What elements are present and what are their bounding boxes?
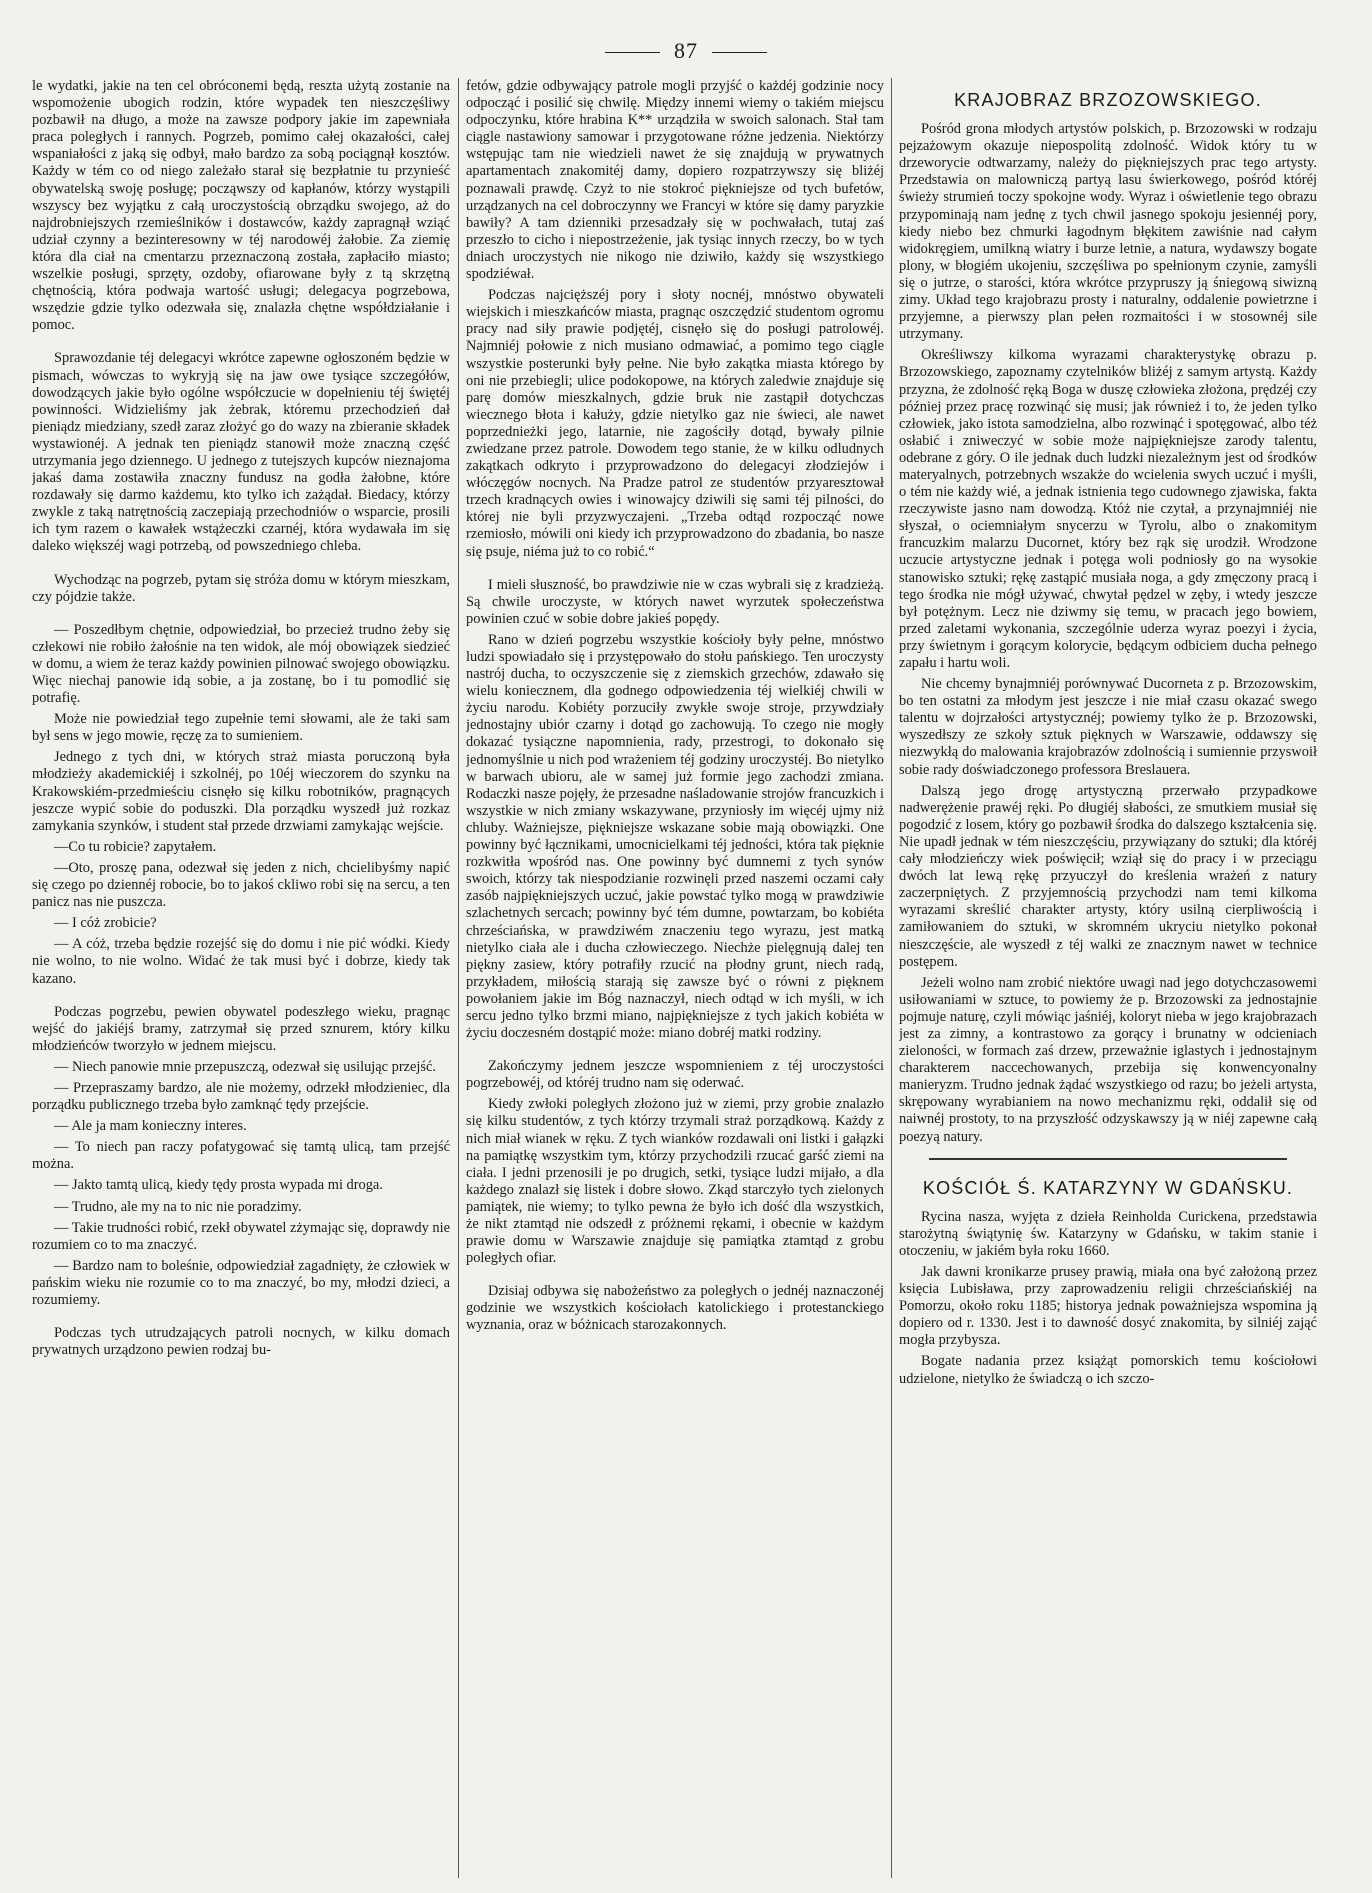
paragraph: Określiwszy kilkoma wyrazami charakterystykę obrazu p. Brzozowskiego, zapoznamy czytelników bliżéj z samym artystą. Każdy przyzna, że zdolność ręką Boga w duszę człowieka złożona, prędzéj czy później przez pracę rozwinąć się musi; jak również i to, że jeden tylko człowiek, jako istota samodzielna, albo rozwinąć i spotęgować, albo téż osłabić i zniweczyć w sobie może najpiękniejsze zarody talentu, odebrane z góry. O ile jednak duch ludzki niezależnym jest od środków materyalnych, potrzebnych wszakże do wcielenia swych uczuć i myśli, o tém nie każdy wié, a jednak istnienia tego cudownego zjawiska, fakta rzeczywiste jasno nam dowodzą. Któż nie czytał, a przynajmniéj nie słyszał, o ociemniałym snycerzu w Tyrolu, albo o znakomitym francuzkim malarzu Ducornet, który bez rąk się urodził. Wrodzone uczucie artystyczne jednak i potęga woli podniosły go na wysokie stanowisko sztuki; rękę zastąpić musiała noga, a gdy zmęczony pracą i tego środka nie mógł używać, chwytał pędzel w zęby, i wtedy jeszcze był potężnym. Lecz nie dziwmy się temu, w pracach jego bowiem, przed zaletami wykonania, szczególnie uderza wyraz poezyi i życia, przy świetnym i gorącym kolorycie, będącym odbiciem ducha pełnego zapału i hartu woli. <box>899 347 1317 671</box>
rule-left <box>605 52 660 53</box>
paragraph: Rano w dzień pogrzebu wszystkie kościoły były pełne, mnóstwo ludzi spowiadało się i przystępowało do stołu pańskiego. Ten uroczysty nastrój ducha, to oczyszczenie się z ziemskich grzechów, zdawało się wielu koniecznem, dla godnego odpowiedzenia téj wielkiéj chwili w życiu narodu. Kobiéty porzuciły zwykłe swoje stroje, przywdziały jednostajny ubiór czarny i dotąd go zachowują. To czego nie mogły dokazać tysiączne napomnienia, rady, przestrogi, to dokonało się jednomyślnie u nich pod wrażeniem téj godziny uroczystéj. Bo nietylko w barwach ubioru, ale w samej już formie jego zachodzi zmiana. Rodaczki nasze pojęły, że przesadne naśladowanie strojów francuzkich i wszystkie w nich zmiany wskazywane, przyniosły im więcéj ujmy niż chluby. Ważniejsze, piękniejsze wskazane sobie mają obowiązki. One powinny być łącznikami, umocnicielkami téj jedności, która tak pięknie rozkwitła wpośród nas. One powinny być dumnemi z tych synów swoich, którzy tak niespodzianie rozwinęli przed naszemi oczami cały zasób najpiękniejszych uczuć, jakie powstać tylko mogą w prawdziwie szlachetnych sercach; powinny być tém dumne, powtarzam, bo kobiéta chrześciańska, w prawdziwém znaczeniu tego wyrazu, jest matką nietylko ciała ale i ducha człowieczego. Niechże pielęgnują dalej ten piękny zasiew, który potrafiły rzucić na płodny grunt, niech radą, przykładem, miłością starają się zawsze być o równi z pięknem powołaniem jakie im Bóg naznaczył, niech odtąd w ich myśli, w ich sercu jedno tylko brzmi miano, najpiękniejsze z tych jakich kobiéta w życiu doczesném dostąpić może: miano dobréj matki rodziny. <box>466 631 884 1042</box>
paragraph: Pośród grona młodych artystów polskich, p. Brzozowski w rodzaju pejzażowym okazuje niepospolitą zdolność. Widok który tu w drzeworycie odtwarzamy, należy do piękniejszych prac tego artysty. Przedstawia on malowniczą partyą lasu świerkowego, pośród któréj świeży strumień toczy spokojne wody. Wyraz i oświetlenie tego obrazu przypominają nam jednę z tych chwil jasnego spokoju jesiennéj pory, kiedy niebo bez chmurki łagodnym błękitem zawiśnie nad całym widokręgiem, umilkną wiatry i burze letnie, a natura, wydawszy bogate plony, w błogiém ukojeniu, szczęśliwa po spełnionym czynie, zamyśli się o jutrze, o starości, która wkrótce przypruszy ją śniegową siwizną zimy. Układ tego krajobrazu prosty i naturalny, oddalenie powietrzne i przyjemne, a pierwszy plan pełen rozmaitości i w stosownéj sile utrzymany. <box>899 121 1317 343</box>
paragraph: I mieli słuszność, bo prawdziwie nie w czas wybrali się z kradzieżą. Są chwile uroczyste, w których nawet wyrzutek społeczeństwa powinien czuć w sobie dobre jakieś popędy. <box>466 576 884 627</box>
page-number <box>0 38 1372 64</box>
paragraph: — Przepraszamy bardzo, ale nie możemy, odrzekł młodzieniec, dla porządku publicznego trzeba było zamknąć tędy przejście. <box>32 1079 450 1114</box>
article-heading-landscape: KRAJOBRAZ BRZOZOWSKIEGO. <box>954 90 1262 110</box>
paragraph: — Takie trudności robić, rzekł obywatel zżymając się, doprawdy nie rozumiem co to ma znaczyć. <box>32 1219 450 1253</box>
rule-right <box>712 52 767 53</box>
paragraph: — Trudno, ale my na to nic nie poradzimy. <box>54 1198 302 1215</box>
paragraph: Podczas tych utrudzających patroli nocnych, w kilku domach prywatnych urządzono pewien rodzaj bu- <box>32 1325 450 1359</box>
paragraph: — Jakto tamtą ulicą, kiedy tędy prosta wypada mi droga. <box>54 1177 383 1194</box>
paragraph: Jednego z tych dni, w których straż miasta poruczoną była młodzieży akademickiéj i szkolnéj, po 10éj wieczorem do szynku na Krakowskiém-przedmieściu cisnęło się kilku robotników, pragnących jeszcze wypić sobie do poduszki. Dla porządku wyszedł już rozkaz zamykania szynków, i student stał przede drzwiami zamykając wejście. <box>32 749 450 834</box>
column-3 <box>899 78 1317 1878</box>
paragraph: Dalszą jego drogę artystyczną przerwało przypadkowe nadwerężenie prawéj ręki. Po długiéj słabości, ze smutkiem musiał się pogodzić z losem, który go pozbawił środka do dalszego kształcenia się. Nie upadł jednak w tém nieszczęściu, przywiązany do sztuki; dla któréj cały młodzieńczy wiek poświęcił; wziął się do pracy i w przeciągu dwóch lat lewą rękę przyuczył do kreślenia wrażeń z natury zaczerpniętych. Z przyjemnością przychodzi nam temi kilkoma wyrazami skreślić charakter artysty, który usilną cierpliwością i zamiłowaniem do sztuki, w skromném ukryciu nietylko pokonał nieszczęście, ale wyszedł z téj walki ze znacznym nawet w technice postępem. <box>899 782 1317 970</box>
paragraph: — Ale ja mam konieczny interes. <box>54 1118 247 1135</box>
column-divider <box>891 78 892 1878</box>
paragraph: —Co tu robicie? zapytałem. <box>54 838 217 855</box>
paragraph: — To niech pan raczy pofatygować się tamtą ulicą, tam przejść można. <box>32 1139 450 1173</box>
paragraph: Nie chcemy bynajmniéj porównywać Ducorneta z p. Brzozowskim, bo ten ostatni za młodym jest jeszcze i nie miał czasu okazać swego talentu w dojrzałości artystycznéj; powiemy tylko że p. Brzozowski, wyszedłszy ze szkoły sztuk pięknych w Warszawie, oddawszy się niezwykłą do malowania krajobrazów zdolnością i sumiennie przyswoił sobie rady doświadczonego professora Breslauera. <box>899 676 1317 778</box>
paragraph: — A cóż, trzeba będzie rozejść się do domu i nie pić wódki. Kiedy nie wolno, to nie wolno. Widać że tak musi być i dobrze, kiedy tak kazano. <box>32 936 450 987</box>
paragraph: Jak dawni kronikarze prusey prawią, miała ona być założoną przez księcia Lubisława, przy zaprowadzeniu religii chrześciańskiéj na Pomorzu, około roku 1185; historya jednak poważniejsza wspomina ją dopiero od r. 1330. Jest i to dawność dosyć znakomita, by silniéj zająć mogła przybysza. <box>899 1264 1317 1349</box>
paragraph: Podczas najcięższéj pory i słoty nocnéj, mnóstwo obywateli wiejskich i mieszkańców miasta, pragnąc oszczędzić studentom ogromu pracy nad siły prawie podjętéj, cisnęło się do posługi patrolowéj. Najmniéj połowie z nich musiano odmawiać, a pomimo tego ciągle wszystkie posterunki były pełne. Nie było zakątka miasta którego by oni nie przebiegli; ulice podokopowe, na których zaledwie znajduje się parę domów mieszkalnych, gdzie bruk nie zastąpił dotychczas wiecznego błota i kałuży, gdzie nietylko gaz nie świeci, ale nawet poprzednieżki jego, latarnie, nie zagościły dotąd, bywały pilnie zwiedzane przez patrole. Dowodem tego stanie, że w kilku odludnych zakątkach odkryto i przyprowadzono do delegacyi złodziejów i włóczęgów nocnych. Na Pradze patrol ze studentów przyaresztował trzech kradnących owies i winowajcy dziwili się sami téj pilności, do której nie byli przyzwyczajeni. „Trzeba odtąd rozpocząć nowe rzemiosło, mówili oni kiedy ich przyprowadzono do zbadania, bo nasze się psuje, niéma już to co robić.“ <box>466 287 884 560</box>
paragraph: Dzisiaj odbywa się nabożeństwo za poległych o jednéj naznaczonéj godzinie we wszystkich kościołach katolickiego i protestanckiego wyznania, oraz w bóżnicach starozakonnych. <box>466 1283 884 1334</box>
paragraph: Zakończymy jednem jeszcze wspomnieniem z téj uroczystości pogrzebowéj, od któréj trudno nam się oderwać. <box>466 1058 884 1092</box>
article-separator <box>929 1158 1287 1160</box>
paragraph: —Oto, proszę pana, odezwał się jeden z nich, chcielibyśmy napić się czego po dziennéj robocie, bo to jakoś ckliwo robi się na sercu, a ten panicz nas nie puszcza. <box>32 859 450 911</box>
paragraph: — Poszedłbym chętnie, odpowiedział, bo przecież trudno żeby się człekowi nie robiło żałośnie na ten widok, ale mój obowiązek siedzieć w domu, a wiem że teraz każdy powinien pilnować swojego obowiązku. Więc niechaj panowie idą sobie, a ja zostanę, bo i tu pomodlić się potrafię. <box>32 621 450 707</box>
column-2 <box>466 78 884 1878</box>
paragraph: Bogate nadania przez książąt pomorskich temu kościołowi udzielone, nietylko że świadczą o ich szczo- <box>899 1353 1317 1387</box>
paragraph: — Niech panowie mnie przepuszczą, odezwał się usilując przejść. <box>54 1058 436 1075</box>
paragraph: fetów, gdzie odbywający patrole mogli przyjść o każdéj godzinie nocy odpocząć i posilić się chwilę. Między innemi wiemy o takiém miejscu odpoczynku, które hrabina K** urządziła w swoich salonach. Stał tam ciągle nastawiony samowar i przygotowane różne jedzenia. Niektórzy wstępując tam nie wiedzieli nawet że się znajdują w prywatnych apartamentach znakomitéj damy, dopiero rozpatrzywszy się bliżéj poznawali prawdę. Czyż to nie stokroć piękniejsze od tych bufetów, urządzanych na cel dobroczynny we Francyi w które się damy paryzkie bawiły? A tam dzienniki przesadzały się w pochwałach, tutaj zaś przeszło to cicho i niepostrzeżenie, jak tysiąc innych rzeczy, bo w tych dniach uroczystych nie nikogo nie dziwiło, każdy się wszystkiego spodziéwał. <box>466 78 884 283</box>
paragraph: le wydatki, jakie na ten cel obróconemi będą, reszta użytą zostanie na wspomożenie ubogich rodzin, które wypadek ten nieszczęśliwy pozbawił na długo, a może na zawsze podpory jakie im zapewniała praca poległych i rannych. Pogrzeb, pomimo całej okazałości, całej wspaniałości z jaką się odbył, mało bardzo za sobą pociągnął kosztów. Każdy w tém co od niego zależało starał się bezpłatnie tu przynieść obywatelską swoję posługę; począwszy od kapłanów, którzy wystąpili wszyscy bez wyjątku z całą uroczystością obrządku swojego, aż do najdrobniejszych rzemieślników i dostawców, każdy zapragnął wziąć udział czynny a bezinteresowny w téj narodowéj żałobie. Za ziemię która dla ciał na cmentarzu przeznaczoną została, zapłaciło miasto; wszelkie posługi, sprzęty, ozdoby, ofiarowane były z tą skrzętną chętnością, która podwaja wartość usługi; delegacya pogrzebowa, wszędzie gdzie tylko odezwała się, znalazła chętne współdziałanie i pomoc. <box>32 78 450 334</box>
paragraph: — I cóż zrobicie? <box>54 915 157 932</box>
paragraph: Podczas pogrzebu, pewien obywatel podeszłego wieku, pragnąc wejść do jakiéjś bramy, zatrzymał się przed sznurem, który kilku młodzieńców tworzyło w jednem miejscu. <box>32 1003 450 1054</box>
page-number-text: 87 <box>674 38 698 63</box>
column-divider <box>458 78 459 1878</box>
paragraph: Kiedy zwłoki poległych złożono już w ziemi, przy grobie znalazło się kilku studentów, z tych którzy trzymali straż porządkową. Każdy z nich miał wianek w ręku. Z tych wianków rozdawali oni listki i gałązki na pamiątkę wszystkim tym, którzy przychodzili rzucać garść ziemi na ciała. I jedni przenosili je po drugich, setki, tysiące ludzi mijało, a dla każdego znalazł się listek i dobre słowo. Zkąd starczyło tych zielonych pamiątek, nie wiemy; to tylko pewna że było ich dość dla wszystkich, że nikt ztamtąd nie odszedł z próżnemi rękami, i obecnie w każdym prawie domu w Warszawie znajduje się pamiątka ztamtąd z grobu poległych ofiar. <box>466 1096 884 1267</box>
paragraph: Rycina nasza, wyjęta z dzieła Reinholda Curickena, przedstawia starożytną świątynię św. Katarzyny w Gdańsku, w takim stanie i otoczeniu, w jakiém była roku 1660. <box>899 1208 1317 1259</box>
column-1 <box>32 78 450 1878</box>
article-heading-church: KOŚCIÓŁ Ś. KATARZYNY W GDAŃSKU. <box>922 1177 1294 1198</box>
paragraph: Wychodząc na pogrzeb, pytam się stróża domu w którym mieszkam, czy pójdzie także. <box>32 571 450 605</box>
paragraph: Sprawozdanie téj delegacyi wkrótce zapewne ogłoszoném będzie w pismach, wówczas to wykryją się na jaw owe tysiące szczegółów, dowodzących jakie było ogólne współczucie w dopełnieniu téj świętéj powinności. Widzieliśmy jak żebrak, któremu przechodzień dał pieniądz miedziany, szedł zaraz złożyć go do wazy na zbieranie składek wystawionéj. A jednak ten pieniądz stanowił może znaczną część utrzymania jego dziennego. U jednego z tutejszych kupców nieznajoma jakaś dama zostawiła znaczny fundusz na godła żałobne, które rozdawały się darmo każdemu, kto tylko ich zażądał. Biedacy, którzy zwykle z taką natrętnością zaczepiają przechodniów o wsparcie, prosili ich tym razem o kawałek wstążeczki czarnéj, która wydawała im się daleko większéj wagi potrzebą, od powszedniego chleba. <box>32 350 450 555</box>
paragraph: Jeżeli wolno nam zrobić niektóre uwagi nad jego dotychczasowemi usiłowaniami w sztuce, to powiemy że p. Brzozowski za jednostajnie pojmuje naturę, czyli mówiąc jaśniéj, koloryt nieba w jego krajobrazach jest za zimny, a kontrastowo za gorący i brunatny w odcieniach zieloności, w formach zaś drzew, przeważnie iglastych i jednostajnym charakterem naccechowanych, przebija się konwencyonalny manieryzm. Trudno jednak żądać wszystkiego od razu; bo jeżeli artysta, skrępowany wyrabianiem na nowo mechanizmu ręki, oddalił się od naiwnéj prostoty, to na przyszłość odzyskawszy ją w niéj zapewne całą poezyą natury. <box>899 974 1317 1145</box>
paragraph: — Bardzo nam to boleśnie, odpowiedział zagadnięty, że człowiek w pańskim wieku nie rozumie co to ma znaczyć, bo my, młodzi dzieci, a rozumiemy. <box>32 1257 450 1308</box>
paragraph: Może nie powiedział tego zupełnie temi słowami, ale że taki sam był sens w jego mowie, ręczę za to sumieniem. <box>32 711 450 745</box>
